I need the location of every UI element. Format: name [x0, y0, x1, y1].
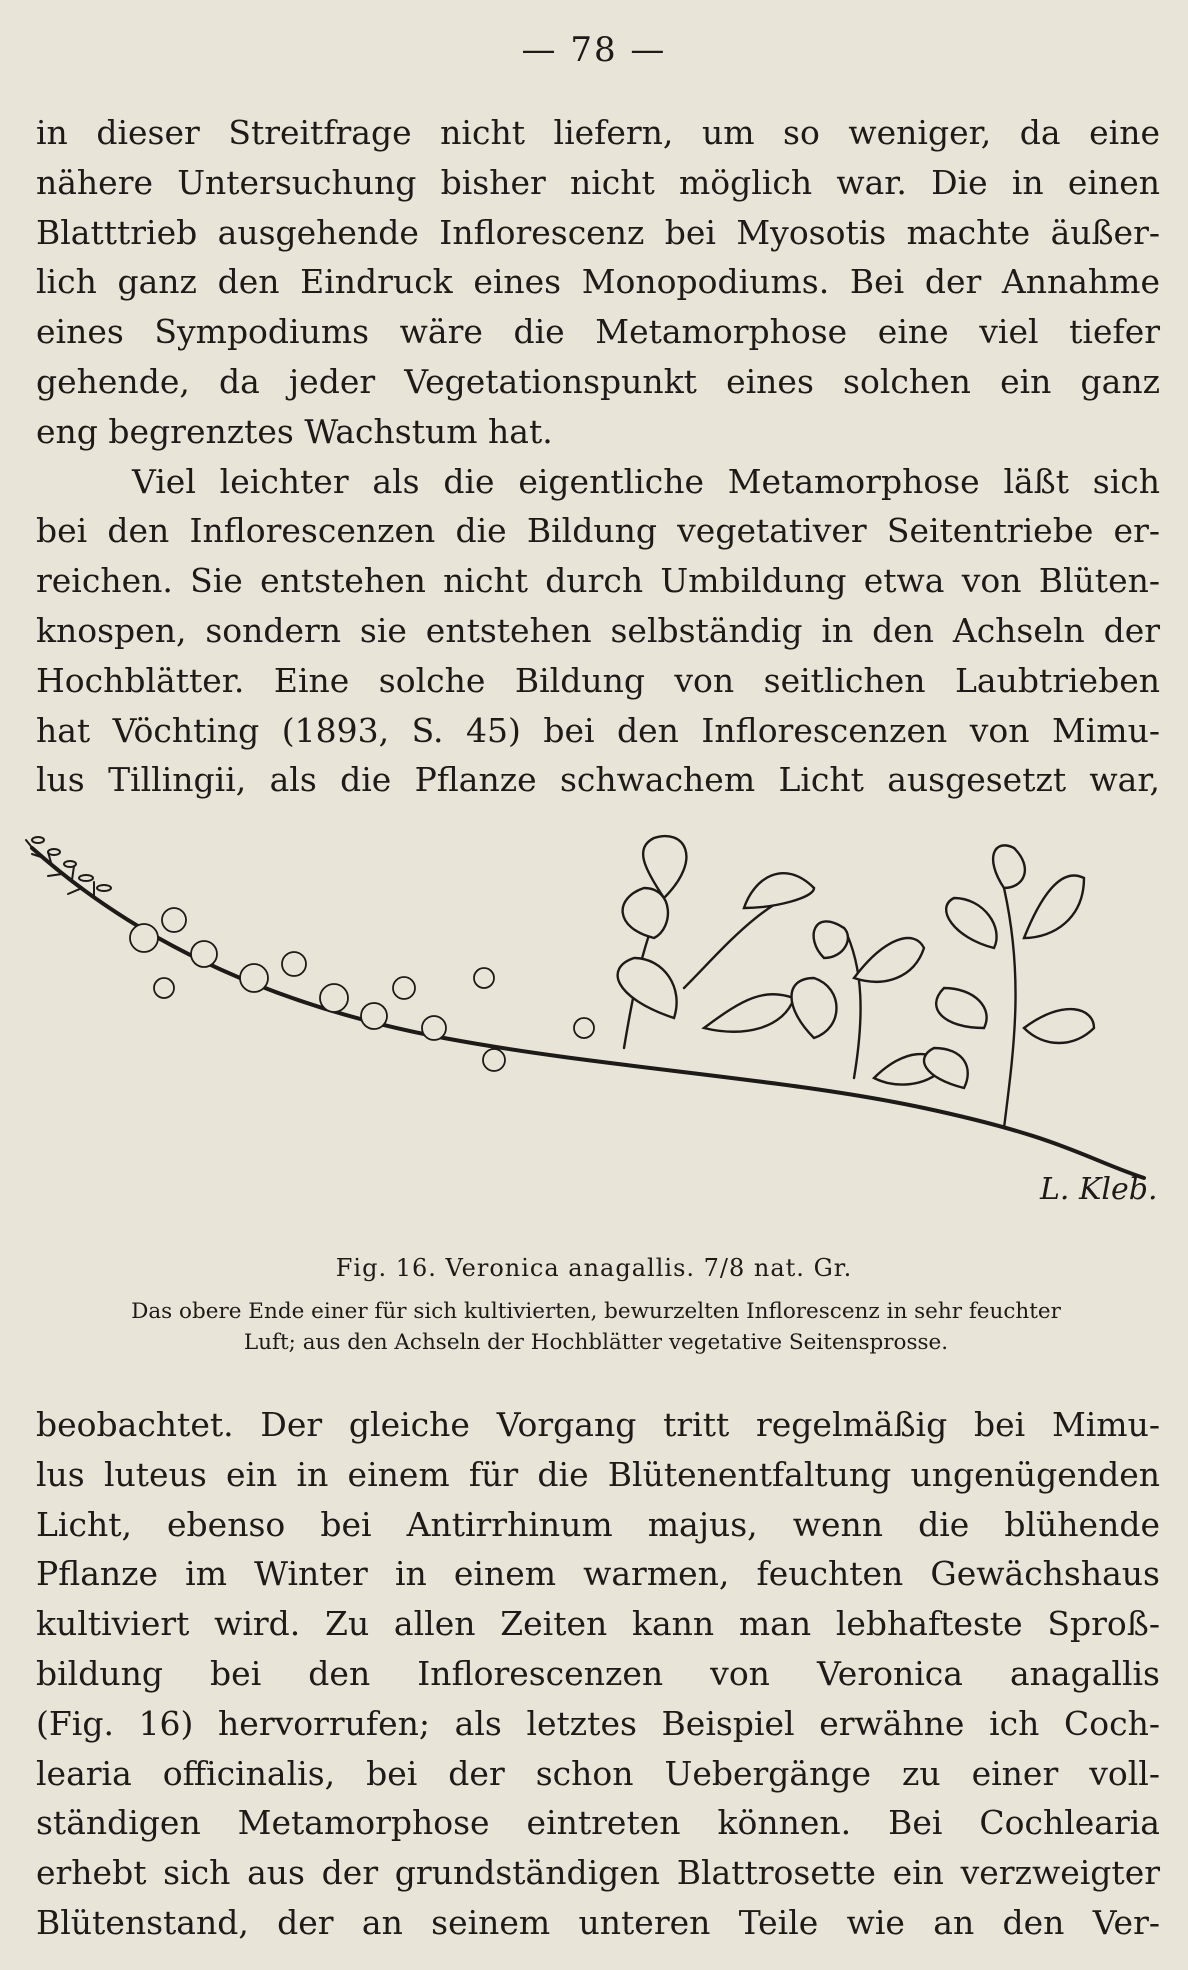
- text-line: (Fig. 16) hervorrufen; als letztes Beispiel erwähne ich Coch-: [36, 1703, 1160, 1743]
- text-line: Licht, ebenso bei Antirrhinum majus, wenn die blühende: [36, 1504, 1160, 1544]
- text-line: Viel leichter als die eigentliche Metamorphose läßt sich: [132, 461, 1160, 501]
- text-line: Hochblätter. Eine solche Bildung von seitlichen Laubtrieben: [36, 660, 1160, 700]
- text-line: gehende, da jeder Vegetationspunkt eines solchen ein ganz: [36, 361, 1160, 401]
- text-line: hat Vöchting (1893, S. 45) bei den Inflorescenzen von Mimu-: [36, 710, 1160, 750]
- text-line: lus Tillingii, als die Pflanze schwachem Licht ausgesetzt war,: [36, 760, 1160, 800]
- caption-line: Luft; aus den Achseln der Hochblätter vegetative Seitensprosse.: [243, 1330, 949, 1355]
- plant-illustration: [24, 828, 1174, 1238]
- text-line: learia officinalis, bei der schon Uebergänge zu einer voll-: [36, 1753, 1160, 1793]
- text-line: Pflanze im Winter in einem warmen, feuchten Gewächshaus: [36, 1554, 1160, 1594]
- text-line: lus luteus ein in einem für die Blütenentfaltung ungenügenden: [36, 1454, 1160, 1494]
- text-line: eines Sympodiums wäre die Metamorphose eine viel tiefer: [36, 312, 1160, 352]
- text-line: Blatttrieb ausgehende Inflorescenz bei Myosotis machte äußer-: [36, 212, 1160, 252]
- text-line: knospen, sondern sie entstehen selbständig in den Achseln der: [36, 610, 1160, 650]
- figure-caption-title: Fig. 16. Veronica anagallis. 7/8 nat. Gr.: [335, 1254, 853, 1282]
- text-line: Blütenstand, der an seinem unteren Teile wie an den Ver-: [36, 1902, 1160, 1942]
- text-line: bei den Inflorescenzen die Bildung vegetativer Seitentriebe er-: [36, 511, 1160, 551]
- figure-caption-body: [36, 1296, 1156, 1358]
- text-line: beobachtet. Der gleiche Vorgang tritt regelmäßig bei Mimu-: [36, 1405, 1160, 1444]
- page-number: — 78 —: [521, 30, 667, 70]
- artist-signature: L. Kleb.: [1040, 1172, 1158, 1207]
- text-line: bildung bei den Inflorescenzen von Veronica anagallis: [36, 1653, 1160, 1693]
- text-line: ständigen Metamorphose eintreten können. Bei Cochlearia: [36, 1803, 1160, 1843]
- text-line: kultiviert wird. Zu allen Zeiten kann man lebhafteste Sproß-: [36, 1604, 1160, 1644]
- caption-line: Das obere Ende einer für sich kultivierten, bewurzelten Inflorescenz in sehr feuchter: [131, 1299, 1061, 1324]
- text-line: nähere Untersuchung bisher nicht möglich war. Die in einen: [36, 162, 1160, 202]
- body-text-top: [36, 108, 1160, 805]
- text-line: eng begrenztes Wachstum hat.: [36, 411, 553, 451]
- text-line: lich ganz den Eindruck eines Monopodiums. Bei der Annahme: [36, 262, 1160, 302]
- text-line: erhebt sich aus der grundständigen Blattrosette ein verzweigter: [36, 1853, 1160, 1893]
- text-line: reichen. Sie entstehen nicht durch Umbildung etwa von Blüten-: [36, 561, 1160, 601]
- text-line: in dieser Streitfrage nicht liefern, um so weniger, da eine: [36, 113, 1160, 152]
- body-text-bottom: [36, 1400, 1160, 1948]
